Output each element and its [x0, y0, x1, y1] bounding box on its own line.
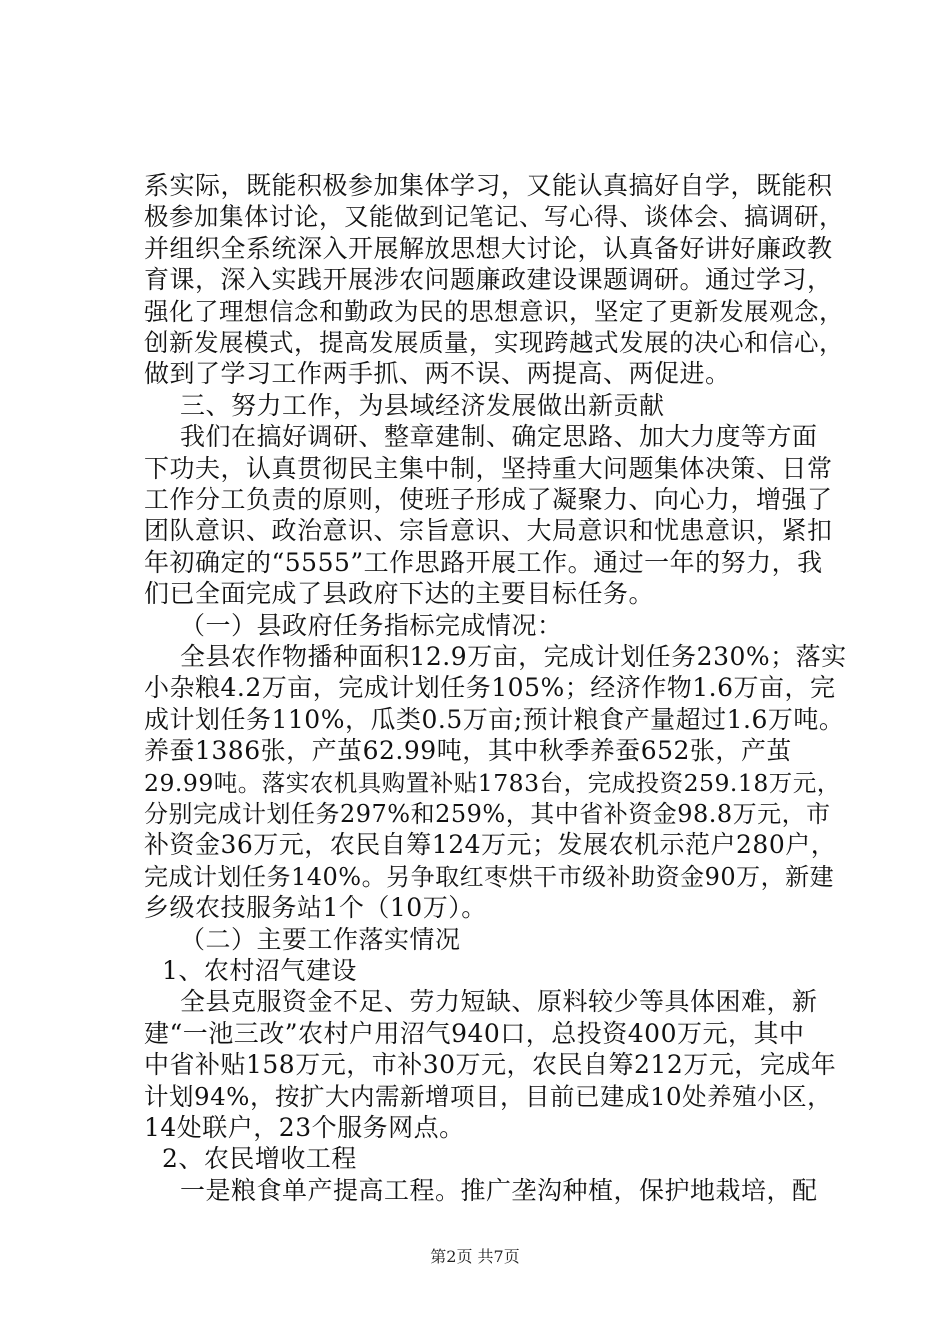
text-line: 完成计划任务140%。另争取红枣烘干市级补助资金90万，新建: [144, 863, 835, 891]
text-line: 乡级农技服务站1个（10万）。: [144, 893, 487, 922]
text-line: 小杂粮4.2万亩，完成计划任务105%；经济作物1.6万亩，完: [144, 673, 836, 702]
text-line: 中省补贴158万元，市补30万元，农民自筹212万元，完成年: [144, 1050, 837, 1079]
subsection-heading: （二）主要工作落实情况: [180, 925, 461, 954]
text-line: 下功夫，认真贯彻民主集中制，坚持重大问题集体决策、日常: [144, 454, 833, 483]
text-line: 工作分工负责的原则，使班子形成了凝聚力、向心力，增强了: [144, 485, 833, 514]
text-line: 极参加集体讨论，又能做到记笔记、写心得、谈体会、搞调研，: [144, 202, 844, 231]
text-line: 做到了学习工作两手抓、两不误、两提高、两促进。: [144, 359, 731, 388]
page-footer: 第2页 共7页: [430, 1247, 520, 1266]
text-line: 全县农作物播种面积12.9万亩，完成计划任务230%；落实: [180, 642, 847, 671]
text-line: 成计划任务110%，瓜类0.5万亩;预计粮食产量超过1.6万吨。: [144, 705, 844, 734]
text-line: 年初确定的“5555”工作思路开展工作。通过一年的努力，我: [144, 548, 823, 577]
text-line: 分别完成计划任务297%和259%，其中省补资金98.8万元，市: [144, 800, 831, 828]
text-line: 强化了理想信念和勤政为民的思想意识，坚定了更新发展观念，: [144, 297, 844, 326]
text-line: 系实际，既能积极参加集体学习，又能认真搞好自学，既能积: [144, 171, 833, 200]
section-heading: 三、努力工作，为县域经济发展做出新贡献: [180, 391, 665, 420]
text-line: 14处联户，23个服务网点。: [144, 1113, 465, 1142]
item-heading: 1、农村沼气建设: [162, 956, 357, 985]
text-line: 并组织全系统深入开展解放思想大讨论，认真备好讲好廉政教: [144, 234, 833, 263]
text-line: 养蚕1386张，产茧62.99吨，其中秋季养蚕652张，产茧: [144, 736, 792, 765]
text-line: 全县克服资金不足、劳力短缺、原料较少等具体困难，新: [180, 987, 818, 1016]
text-line: 育课，深入实践开展涉农问题廉政建设课题调研。通过学习，: [144, 265, 833, 294]
text-line: 我们在搞好调研、整章建制、确定思路、加大力度等方面: [180, 422, 818, 451]
item-heading: 2、农民增收工程: [162, 1144, 357, 1173]
text-line: 29.99吨。落实农机具购置补贴1783台，完成投资259.18万元，: [144, 769, 841, 797]
text-line: 一是粮食单产提高工程。推广垄沟种植，保护地栽培，配: [180, 1176, 818, 1205]
text-line: 团队意识、政治意识、宗旨意识、大局意识和忧患意识，紧扣: [144, 516, 833, 545]
text-line: 建“一池三改”农村户用沼气940口，总投资400万元，其中: [144, 1019, 805, 1048]
text-line: 补资金36万元，农民自筹124万元；发展农机示范户280户，: [144, 830, 837, 859]
subsection-heading: （一）县政府任务指标完成情况：: [180, 611, 563, 640]
text-line: 们已全面完成了县政府下达的主要目标任务。: [144, 579, 655, 608]
text-line: 计划94%，按扩大内需新增项目，目前已建成10处养殖小区，: [144, 1082, 833, 1111]
text-line: 创新发展模式，提高发展质量，实现跨越式发展的决心和信心，: [144, 328, 844, 357]
